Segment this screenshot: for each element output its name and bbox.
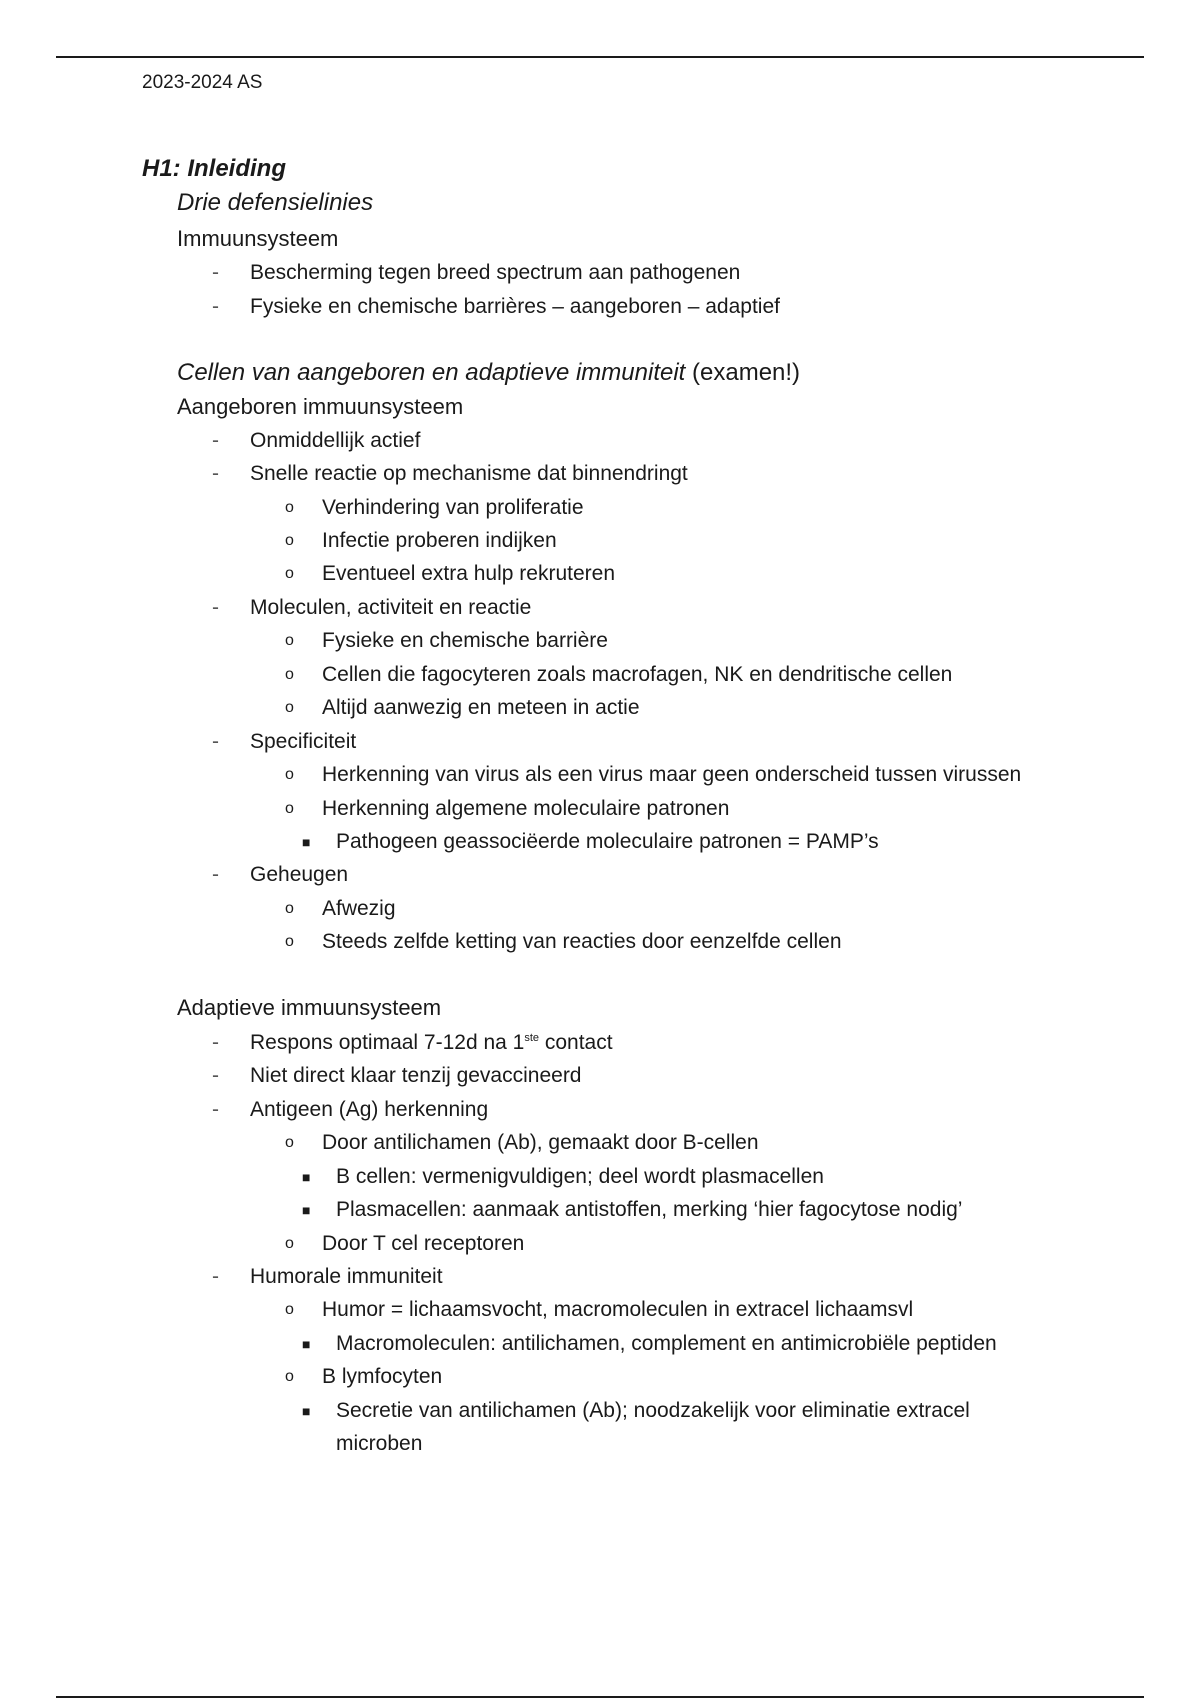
list-dash: - [212,730,219,753]
list-item: Fysieke en chemische barrières – aangeboren – adaptief [250,295,780,318]
sub-sub-list-item: Macromoleculen: antilichamen, complement en antimicrobiële peptiden [336,1332,997,1355]
list-dash: - [212,261,219,284]
section-title-defense-lines: Drie defensielinies [177,189,374,216]
list-dash: - [212,1031,219,1054]
section-title-cells [177,360,800,386]
list-item: Onmiddellijk actief [250,429,421,452]
circle-bullet: o [285,532,294,549]
list-item: Moleculen, activiteit en reactie [250,596,532,619]
circle-bullet: o [285,800,294,817]
sub-list-item: B lymfocyten [322,1365,443,1388]
list-dash: - [212,295,219,318]
square-bullet: ■ [302,1403,311,1419]
circle-bullet: o [285,565,294,582]
square-bullet: ■ [302,1336,311,1352]
sub-sub-list-item: Pathogeen geassociëerde moleculaire patronen = PAMP’s [336,830,879,853]
sub-list-item: Herkenning van virus als een virus maar geen onderscheid tussen virussen [322,763,1022,786]
list-dash: - [212,1265,219,1288]
sub-list-item: Verhindering van proliferatie [322,496,584,519]
subheading-immune-system: Immuunsysteem [177,226,339,251]
list-dash: - [212,1064,219,1087]
circle-bullet: o [285,499,294,516]
sub-sub-list-item-continuation: microben [336,1432,423,1455]
circle-bullet: o [285,1368,294,1385]
sub-list-item: Herkenning algemene moleculaire patronen [322,797,730,820]
list-item: Specificiteit [250,730,357,753]
sub-sub-list-item: Secretie van antilichamen (Ab); noodzakelijk voor eliminatie extracel [336,1399,970,1422]
list-dash: - [212,863,219,886]
circle-bullet: o [285,900,294,917]
sub-list-item: Door T cel receptoren [322,1232,525,1255]
circle-bullet: o [285,666,294,683]
list-dash: - [212,462,219,485]
circle-bullet: o [285,933,294,950]
sub-list-item: Eventueel extra hulp rekruteren [322,562,616,585]
list-item [250,1030,613,1056]
list-item: Humorale immuniteit [250,1265,443,1288]
sub-list-item: Altijd aanwezig en meteen in actie [322,696,640,719]
list-item-text: contact [539,1031,613,1054]
circle-bullet: o [285,1134,294,1151]
circle-bullet: o [285,1301,294,1318]
circle-bullet: o [285,632,294,649]
square-bullet: ■ [302,1202,311,1218]
sub-list-item: Fysieke en chemische barrière [322,629,608,652]
sub-list-item: Door antilichamen (Ab), gemaakt door B-cellen [322,1131,759,1154]
list-dash: - [212,1098,219,1121]
exam-note: (examen!) [692,359,801,386]
chapter-title: H1: Inleiding [142,155,286,182]
subheading-innate: Aangeboren immuunsysteem [177,394,464,419]
sub-list-item: Humor = lichaamsvocht, macromoleculen in extracel lichaamsvl [322,1298,914,1321]
list-item: Niet direct klaar tenzij gevaccineerd [250,1064,582,1087]
list-item-text: Respons optimaal 7-12d na 1 [250,1031,525,1054]
list-item: Antigeen (Ag) herkenning [250,1098,489,1121]
sub-list-item: Steeds zelfde ketting van reacties door eenzelfde cellen [322,930,842,953]
list-item: Geheugen [250,863,349,886]
circle-bullet: o [285,766,294,783]
ordinal-superscript: ste [524,1032,540,1044]
list-item: Snelle reactie op mechanisme dat binnendringt [250,462,688,485]
sub-sub-list-item: Plasmacellen: aanmaak antistoffen, merking ‘hier fagocytose nodig’ [336,1198,963,1221]
list-dash: - [212,596,219,619]
top-rule [56,56,1144,58]
section-title-cells-text: Cellen van aangeboren en adaptieve immuniteit [177,359,686,386]
sub-list-item: Cellen die fagocyteren zoals macrofagen, NK en dendritische cellen [322,663,953,686]
subheading-adaptive: Adaptieve immuunsysteem [177,995,442,1020]
list-item: Bescherming tegen breed spectrum aan pathogenen [250,261,741,284]
sub-list-item: Afwezig [322,897,396,920]
circle-bullet: o [285,699,294,716]
sub-list-item: Infectie proberen indijken [322,529,557,552]
bottom-rule [56,1696,1144,1698]
sub-sub-list-item: B cellen: vermenigvuldigen; deel wordt plasmacellen [336,1165,824,1188]
square-bullet: ■ [302,834,311,850]
square-bullet: ■ [302,1169,311,1185]
page-header-year: 2023-2024 AS [142,72,263,93]
circle-bullet: o [285,1235,294,1252]
list-dash: - [212,429,219,452]
